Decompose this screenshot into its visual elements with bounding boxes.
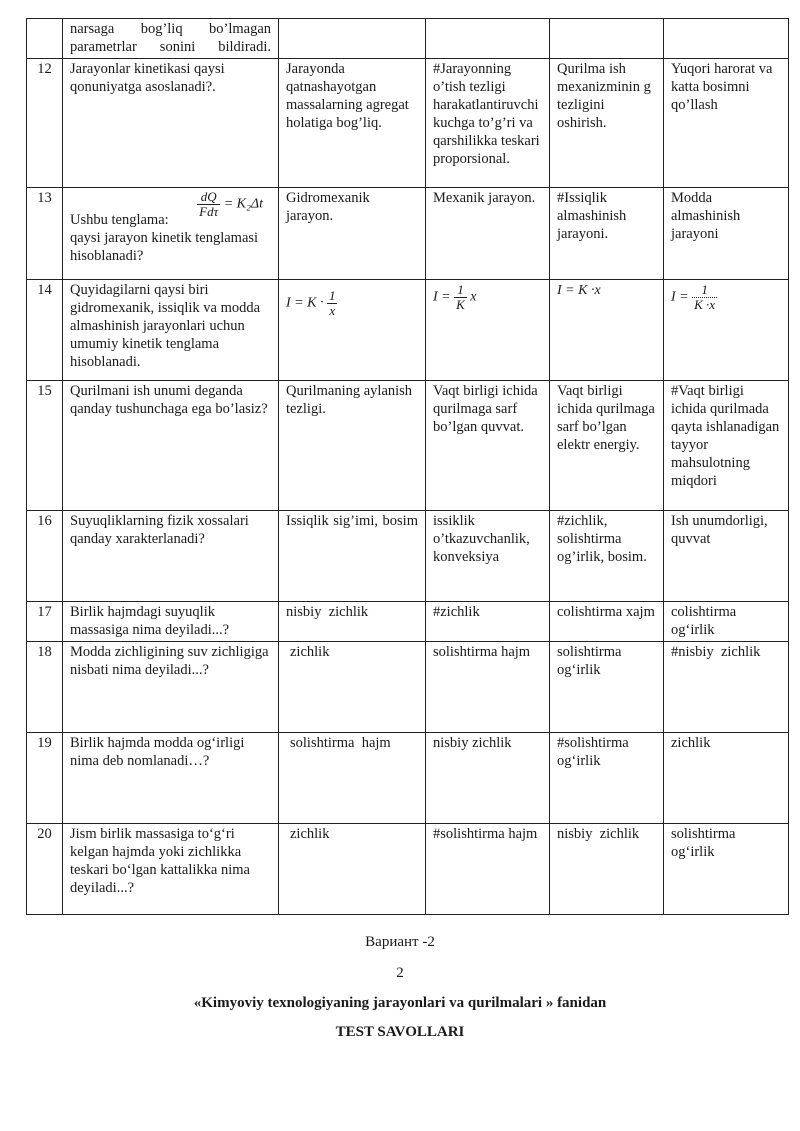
table-row — [27, 59, 789, 188]
answer-b-cell: #Jarayonning o’tish tezligi harakatlantiruvchi kuchga to’g’ri va qarshilikka teskari proporsional. — [426, 59, 550, 188]
row-number: 17 — [27, 602, 63, 642]
answer-c-cell: nisbiy zichlik — [550, 824, 664, 915]
answer-a-cell: Jarayonda qatnashayotgan massalarning agregat holatiga bog’liq. — [279, 59, 426, 188]
answer-a-cell: Qurilmaning aylanish tezligi. — [279, 381, 426, 511]
answer-c-cell — [550, 280, 664, 381]
answer-d-cell: #nisbiy zichlik — [664, 642, 789, 733]
answer-a-cell: Issiqlik sig’imi, bosim — [279, 511, 426, 602]
row-number: 18 — [27, 642, 63, 733]
answer-c-cell: Qurilma ish mexanizminin g tezligini oshirish. — [550, 59, 664, 188]
answer-a-cell: zichlik — [279, 642, 426, 733]
answer-b-cell: #solishtirma hajm — [426, 824, 550, 915]
table-row — [27, 19, 789, 59]
table-row — [27, 602, 789, 642]
formula-c: I = K ·x — [557, 283, 601, 298]
question-cell: narsaga bog’liq bo’lmagan parametrlar sonini bildiradi. — [63, 19, 279, 59]
page-number: 2 — [396, 965, 404, 981]
questions-table — [26, 18, 789, 915]
question-cell: Suyuqliklarning fizik xossalari qanday xarakterlanadi? — [63, 511, 279, 602]
table-row — [27, 188, 789, 280]
row-number: 20 — [27, 824, 63, 915]
row-number: 19 — [27, 733, 63, 824]
answer-c-cell: solishtirma og‘irlik — [550, 642, 664, 733]
answer-d-cell: zichlik — [664, 733, 789, 824]
answer-d-cell — [664, 280, 789, 381]
answer-d-cell: Ish unumdorligi, quvvat — [664, 511, 789, 602]
table-row — [27, 733, 789, 824]
answer-c-cell: #Issiqlik almashinish jarayoni. — [550, 188, 664, 280]
question-cell — [63, 188, 279, 280]
row-number: 13 — [27, 188, 63, 280]
answer-b-cell — [426, 280, 550, 381]
question-cell: Birlik hajmda modda og‘irligi nima deb nomlanadi…? — [63, 733, 279, 824]
answer-b-cell: issiklik o’tkazuvchanlik, konveksiya — [426, 511, 550, 602]
formula-b: I = $\frac{1}{K}$ x — [433, 282, 477, 312]
section-heading: TEST SAVOLLARI — [335, 1024, 465, 1040]
row-number: 14 — [27, 280, 63, 381]
answer-b-cell: nisbiy zichlik — [426, 733, 550, 824]
row-number: 16 — [27, 511, 63, 602]
row-number — [27, 19, 63, 59]
question-cell: Jarayonlar kinetikasi qaysi qonuniyatga asoslanadi?. — [63, 59, 279, 188]
answer-a-cell: nisbiy zichlik — [279, 602, 426, 642]
table-row — [27, 642, 789, 733]
question-cell: Quyidagilarni qaysi biri gidromexanik, issiqlik va modda almashinish jarayonlari uchun umumiy kinetik tenglama hisoblanadi. — [63, 280, 279, 381]
answer-c-cell: Vaqt birligi ichida qurilmaga sarf bo’lgan elektr energiy. — [550, 381, 664, 511]
formula-a: I = K · $\frac{1}{x}$ — [286, 288, 336, 318]
answer-a-cell: zichlik — [279, 824, 426, 915]
table-row — [27, 280, 789, 381]
question-cell: Birlik hajmdagi suyuqlik massasiga nima deyiladi...? — [63, 602, 279, 642]
answer-d-cell — [664, 19, 789, 59]
table-row — [27, 511, 789, 602]
answer-b-cell: Vaqt birligi ichida qurilmaga sarf bo’lgan quvvat. — [426, 381, 550, 511]
answer-d-cell: Yuqori harorat va katta bosimni qo’llash — [664, 59, 789, 188]
row-number: 12 — [27, 59, 63, 188]
answer-a-cell — [279, 19, 426, 59]
formula-d: I = $\frac{1}{K \cdot x}$ — [671, 282, 716, 312]
answer-b-cell: Mexanik jarayon. — [426, 188, 550, 280]
answer-d-cell: solishtirma og‘irlik — [664, 824, 789, 915]
question-cell: Jism birlik massasiga to‘g‘ri kelgan hajmda yoki zichlikka teskari bo‘lgan kattalikka nima deyiladi...? — [63, 824, 279, 915]
question-cell: Modda zichligining suv zichligiga nisbati nima deyiladi...? — [63, 642, 279, 733]
answer-b-cell — [426, 19, 550, 59]
answer-c-cell — [550, 19, 664, 59]
question-cell: Qurilmani ish unumi deganda qanday tushunchaga ega bo’lasiz? — [63, 381, 279, 511]
answer-b-cell: #zichlik — [426, 602, 550, 642]
answer-b-cell: solishtirma hajm — [426, 642, 550, 733]
table-row — [27, 824, 789, 915]
answer-d-cell: Modda almashinish jarayoni — [664, 188, 789, 280]
table-row — [27, 381, 789, 511]
answer-a-cell: Gidromexanik jarayon. — [279, 188, 426, 280]
question-text: Ushbu tenglama: — [70, 212, 169, 228]
answer-c-cell: #solishtirma og‘irlik — [550, 733, 664, 824]
answer-d-cell: #Vaqt birligi ichida qurilmada qayta ishlanadigan tayyor mahsulotning miqdori — [664, 381, 789, 511]
kinetic-equation-formula: $\frac{dQ}{\text{Fdτ}}$ = K₂Δt — [199, 189, 263, 219]
subject-title: «Kimyoviy texnologiyaning jarayonlari va qurilmalari » fanidan — [193, 995, 607, 1011]
answer-d-cell: colishtirma og‘irlik — [664, 602, 789, 642]
answer-c-cell: colishtirma xajm — [550, 602, 664, 642]
answer-a-cell — [279, 280, 426, 381]
answer-a-cell: solishtirma hajm — [279, 733, 426, 824]
row-number: 15 — [27, 381, 63, 511]
question-text-cont: qaysi jarayon kinetik tenglamasi hisoblanadi? — [70, 230, 259, 264]
answer-c-cell: #zichlik, solishtirma og’irlik, bosim. — [550, 511, 664, 602]
variant-label: Вариант -2 — [365, 934, 435, 950]
